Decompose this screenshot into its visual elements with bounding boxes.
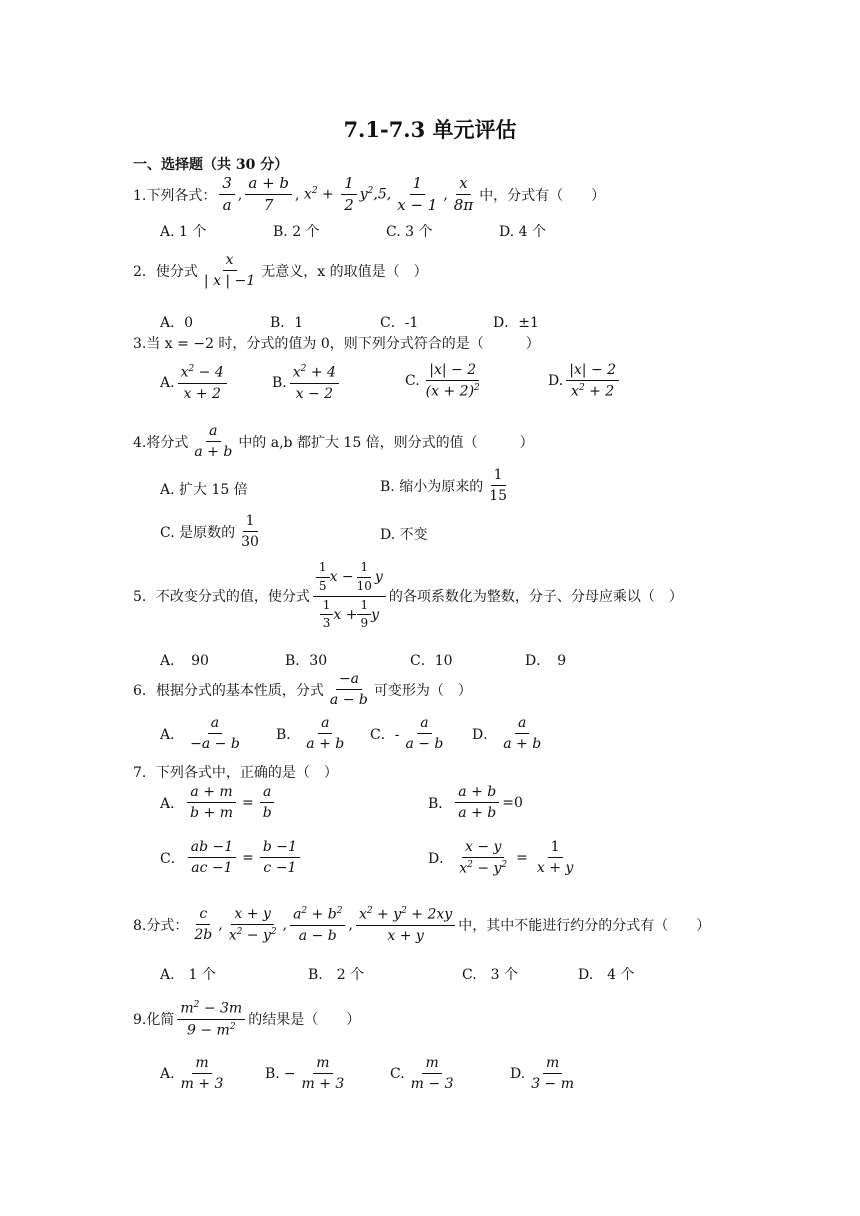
q6-option-c <box>370 715 449 752</box>
q6-expr: $\frac{-a}{a - b}$ <box>329 671 368 709</box>
q2-suffix: 无意义，x 的取值是（ ） <box>261 263 428 280</box>
q8-expr-1: $\frac{c}{2b}$ <box>194 906 213 944</box>
q1-option-a: A. 1 个 <box>160 224 207 240</box>
q7-expr-d1: $\frac{x - y}{x^2 - y^2}$ <box>459 839 508 877</box>
q6-prefix: 6．根据分式的基本性质，分式 <box>133 682 324 699</box>
q6-option-d <box>472 715 547 752</box>
q9-expr: $\frac{m^2 - 3m}{9 - m^2}$ <box>177 1000 245 1039</box>
section-heading: 一、选择题（共 30 分） <box>133 157 289 173</box>
q6-expr-d: $\frac{a}{a + b}$ <box>503 715 542 753</box>
q1-expr-3b: $\frac{1}{2}$ <box>341 175 357 215</box>
q1-prefix: 1.下列各式： <box>133 187 217 204</box>
question-4 <box>133 423 534 460</box>
q9-expr-a: $\frac{m}{m + 3}$ <box>180 1055 224 1093</box>
q3-label-a: A. <box>160 374 175 391</box>
q3-option-c <box>405 362 486 400</box>
q3-label-b: B. <box>272 374 287 391</box>
q1-suffix: 中，分式有（ ） <box>479 187 606 204</box>
q7-option-d: D． $\frac{x - y}{x^2 - y^2}$ = $\frac{1}{x + y}$ <box>428 839 579 877</box>
q7-option-c: C． $\frac{ab -1}{ac -1}$ = $\frac{b -1}{c -1}$ <box>160 839 303 876</box>
q5-option-d: D． 9 <box>525 653 567 669</box>
q7-expr-d2: $\frac{1}{x + y}$ <box>536 839 574 877</box>
q3-expr-c: $\frac{|x| - 2}{(x + 2)^2}$ <box>425 362 480 400</box>
q6-label-d: D． <box>472 726 498 743</box>
q7-expr-a1: $\frac{a + m}{b + m}$ <box>187 784 236 821</box>
q7-zero: =0 <box>502 794 523 811</box>
q8-option-d: D. 4 个 <box>578 967 635 983</box>
q9-expr-b: $\frac{m}{m + 3}$ <box>301 1055 345 1093</box>
q1-option-b: B. 2 个 <box>273 224 320 240</box>
q9-label-a: A. <box>160 1065 175 1082</box>
q1-expr-4: $\frac{1}{x - 1}$ <box>397 174 438 215</box>
question-3: 3.当 x = −2 时，分式的值为 0，则下列分式符合的是（ ） <box>133 336 540 352</box>
q4-expr-c: $\frac{1}{30}$ <box>241 513 259 551</box>
q8-suffix: 中，其中不能进行约分的分式有（ ） <box>458 917 711 934</box>
page-title: 7.1-7.3 单元评估 <box>343 117 517 142</box>
q7-label-d: D． <box>428 850 454 867</box>
q1-expr-3: $x^2$ + <box>299 186 339 204</box>
q3-expr-d: $\frac{|x| - 2}{x^2 + 2}$ <box>566 362 619 400</box>
question-5 <box>133 561 683 631</box>
q6-option-b <box>276 715 350 752</box>
q3-label-c: C. <box>405 372 420 389</box>
q6-label-c: C．- <box>370 726 400 743</box>
question-6 <box>133 671 472 708</box>
q3-option-b <box>272 364 342 402</box>
question-9 <box>133 1000 360 1039</box>
q6-suffix: 可变形为（ ） <box>373 682 472 699</box>
q4-prefix: 4.将分式 <box>133 434 189 451</box>
q4-expr-b: $\frac{1}{15}$ <box>489 467 508 505</box>
q9-expr-c: $\frac{m}{m - 3}$ <box>410 1055 454 1093</box>
q8-option-a: A. 1 个 <box>160 967 216 983</box>
q3-expr-a: $\frac{x^2 - 4}{x + 2}$ <box>178 364 227 402</box>
q1-expr-1: $\frac{3}{a}$ <box>219 175 235 215</box>
q6-expr-c: $\frac{a}{a - b}$ <box>405 715 444 753</box>
q1-option-c: C. 3 个 <box>386 224 433 240</box>
q9-option-c <box>390 1055 460 1092</box>
q1-expr-5: $\frac{x}{8\pi}$ <box>453 174 474 215</box>
q8-option-b: B. 2 个 <box>308 967 365 983</box>
q1-expr-2: $\frac{a + b}{7}$ <box>245 175 292 215</box>
q4-expr: $\frac{a}{a + b}$ <box>194 423 233 461</box>
q5-option-b: B．30 <box>285 653 328 669</box>
q6-expr-b: $\frac{a}{a + b}$ <box>306 715 345 753</box>
q4-suffix: 中的 a,b 都扩大 15 倍，则分式的值（ ） <box>238 434 534 451</box>
q2-prefix: 2．使分式 <box>133 263 198 280</box>
q7-expr-c2: $\frac{b -1}{c -1}$ <box>260 839 300 876</box>
q7-label-b: B． <box>428 795 453 812</box>
q6-expr-a: $\frac{a}{-a - b}$ <box>190 715 240 753</box>
q6-label-b: B． <box>276 726 301 743</box>
q7-label-c: C． <box>160 850 185 867</box>
q8-prefix: 8.分式： <box>133 917 189 934</box>
q8-expr-2: $\frac{x + y}{x^2 - y^2}$ <box>228 906 277 944</box>
q2-option-d: D．±1 <box>493 315 539 331</box>
q3-label-d: D. <box>548 372 564 389</box>
q7-expr-b: $\frac{a + b}{a + b}$ <box>455 784 499 821</box>
q7-expr-a2: $\frac{a}{b}$ <box>260 784 275 821</box>
q5-option-c: C．10 <box>410 653 453 669</box>
q4-option-c <box>160 513 265 550</box>
q4-label-c: C. 是原数的 <box>160 524 236 541</box>
q5-suffix: 的各项系数化为整数，分子、分母应乘以（ ） <box>388 589 683 606</box>
q9-label-c: C. <box>390 1065 405 1082</box>
q8-expr-4: $\frac{x^2 + y^2 + 2xy}{x + y}$ <box>356 906 455 944</box>
q9-prefix: 9.化简 <box>133 1012 175 1029</box>
q9-option-a <box>160 1055 229 1092</box>
q2-expr: $\frac{x}{| x | -1}$ <box>203 252 256 290</box>
q9-option-d <box>510 1055 580 1092</box>
q9-expr-d: $\frac{m}{3 - m}$ <box>531 1055 575 1093</box>
q8-expr-3: $\frac{a^2 + b^2}{a - b}$ <box>290 906 345 944</box>
q5-prefix: 5．不改变分式的值，使分式 <box>133 589 310 606</box>
q3-expr-b: $\frac{x^2 + 4}{x - 2}$ <box>290 364 339 402</box>
q7-option-a: A． $\frac{a + m}{b + m}$ = $\frac{a}{b}$ <box>160 784 278 821</box>
q9-label-b: B. <box>265 1065 280 1082</box>
q2-option-b: B．1 <box>270 315 304 331</box>
question-2 <box>133 252 428 289</box>
q5-expr: $\frac{1}{5}$ x − $\frac{1}{10}$ y $\frac{1}{3}$ x + $\frac{1}{9}$ y <box>313 561 386 631</box>
q4-option-a: A. 扩大 15 倍 <box>160 482 248 498</box>
question-7: 7．下列各式中，正确的是（ ） <box>133 765 338 781</box>
q4-option-d: D. 不变 <box>380 527 428 543</box>
q6-option-a <box>160 715 246 752</box>
q8-option-c: C. 3 个 <box>462 967 519 983</box>
q2-option-c: C．-1 <box>380 315 419 331</box>
q2-option-a: A．0 <box>160 315 194 331</box>
q7-option-b <box>428 784 523 821</box>
q6-label-a: A． <box>160 726 185 743</box>
q9-option-b: B. − $\frac{m}{m + 3}$ <box>265 1055 350 1092</box>
q7-expr-c1: $\frac{ab -1}{ac -1}$ <box>188 839 236 876</box>
question-8: 8.分式： $\frac{c}{2b}$ , $\frac{x + y}{x^2 - y^2}$ , $\frac{a^2 + b^2}{a - b}$ , $\frac{x^2 + y^2 + 2xy}{x + y}$ 中，其中不能进行约分的分式有（ ） <box>133 906 711 944</box>
q1-option-d: D. 4 个 <box>499 224 546 240</box>
q4-option-b <box>380 467 513 504</box>
q3-option-d <box>548 362 622 400</box>
question-1: 1.下列各式： $\frac{3}{a}$ , $\frac{a + b}{7}$ , $x^2$ + $\frac{1}{2}$ $y^2,5$, $\frac{1}{x - 1}$ , $\frac{x}{8\pi}$ 中，分式有（ ） <box>133 174 606 215</box>
q1-expr-3c: $y^2,5$, <box>359 186 392 204</box>
q3-option-a <box>160 364 230 402</box>
q4-label-b: B. 缩小为原来的 <box>380 478 484 495</box>
q9-suffix: 的结果是（ ） <box>248 1012 361 1029</box>
q9-label-d: D. <box>510 1065 526 1082</box>
q7-label-a: A． <box>160 795 185 812</box>
q5-option-a: A． 90 <box>160 653 209 669</box>
